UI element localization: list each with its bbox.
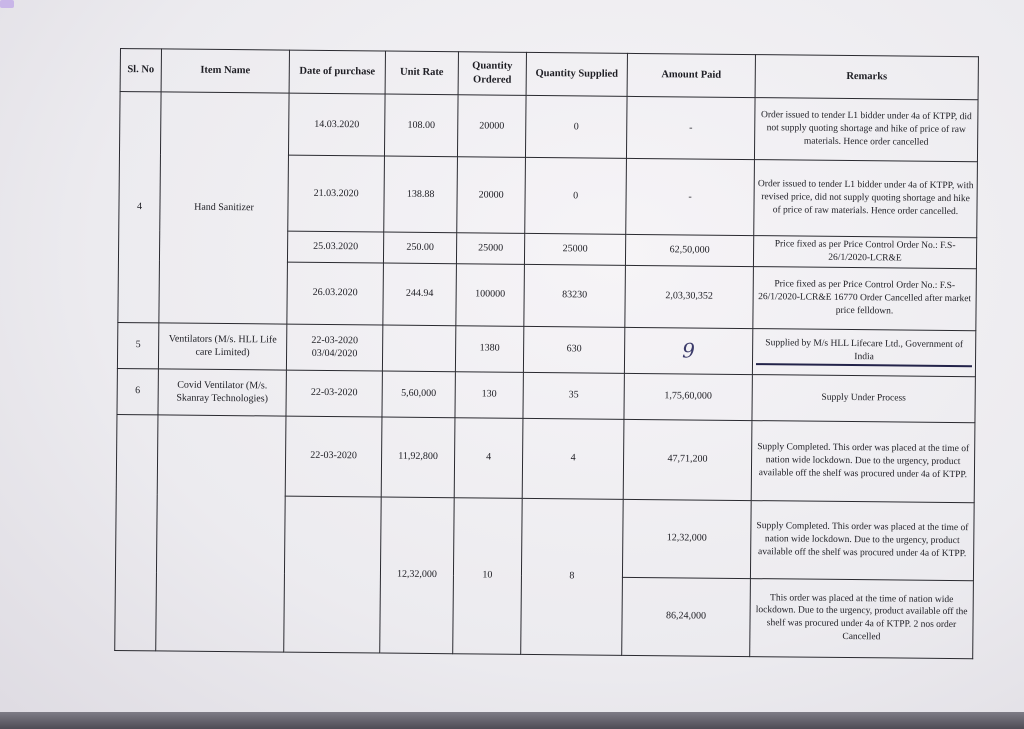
amount-cell <box>624 327 752 374</box>
date-cell: 14.03.2020 <box>288 93 385 156</box>
table-row <box>116 414 975 502</box>
header-qty-supplied: Quantity Supplied <box>526 52 627 96</box>
sl-no-cell: 6 <box>117 368 158 414</box>
amount-cell: 1,75,60,000 <box>624 373 752 420</box>
remarks-cell <box>752 328 975 376</box>
sl-no-cell: 4 <box>118 92 161 323</box>
rate-cell: 5,60,000 <box>382 371 455 418</box>
supplied-cell: 0 <box>525 157 627 234</box>
supplied-cell: 8 <box>521 498 623 655</box>
header-qty-ordered: Quantity Ordered <box>458 52 526 96</box>
table-row <box>119 92 978 162</box>
date-cell: 22-03-2020 03/04/2020 <box>286 324 382 371</box>
remarks-cell: This order was placed at the time of nation wide lockdown. Due to the urgency, product available off the shelf was procured under 4a of KTPP. 2 nos order Cancelled <box>750 578 974 658</box>
supplied-cell: 4 <box>522 418 624 499</box>
supplied-cell: 630 <box>523 326 624 373</box>
rate-cell: 250.00 <box>383 232 456 263</box>
procurement-table <box>114 48 979 659</box>
handwritten-mark: 9 <box>682 338 696 363</box>
remarks-cell: Price fixed as per Price Control Order No.: F.S-26/1/2020-LCR&E 16770 Order Cancelled after market price felldown. <box>753 266 977 330</box>
ordered-cell: 1380 <box>455 325 523 372</box>
amount-cell: 47,71,200 <box>623 419 752 500</box>
ordered-cell: 10 <box>453 497 522 654</box>
rate-cell: 11,92,800 <box>381 417 455 498</box>
header-item-name: Item Name <box>161 49 289 93</box>
item-name-cell <box>156 415 286 652</box>
header-amount-paid: Amount Paid <box>627 53 755 97</box>
desk-edge <box>0 712 1024 729</box>
rate-cell: 108.00 <box>384 94 458 157</box>
rate-cell: 138.88 <box>384 156 458 233</box>
rate-cell: 12,32,000 <box>380 497 454 654</box>
remarks-cell: Supply Completed. This order was placed at the time of nation wide lockdown. Due to the urgency, product available off the shelf was procured under 4a of KTPP. <box>751 420 975 502</box>
remarks-cell: Order issued to tender L1 bidder under 4a of KTPP, with revised price, did not supply quoting shortage and hike of price of raw materials. Hence order cancelled. <box>754 160 978 238</box>
item-name-cell: Covid Ventilator (M/s. Skanray Technologies) <box>158 369 286 416</box>
ordered-cell: 100000 <box>456 263 525 326</box>
date-cell: 26.03.2020 <box>287 262 384 325</box>
date-cell: 22-03-2020 <box>286 370 382 417</box>
ordered-cell: 20000 <box>457 157 526 234</box>
remarks-cell: Price fixed as per Price Control Order No.: F.S-26/1/2020-LCR&E <box>753 236 976 269</box>
ordered-cell: 20000 <box>457 95 526 158</box>
amount-cell: 12,32,000 <box>622 499 751 578</box>
amount-cell: 62,50,000 <box>625 234 753 266</box>
ordered-cell: 25000 <box>456 233 524 264</box>
header-unit-rate: Unit Rate <box>385 51 458 95</box>
item-name-cell: Ventilators (M/s. HLL Life care Limited) <box>158 323 286 370</box>
table-row <box>117 322 975 376</box>
amount-cell: 2,03,30,352 <box>625 265 754 328</box>
sl-no-cell: 5 <box>117 322 158 368</box>
remarks-text: Supplied by M/s HLL Lifecare Ltd., Government of India <box>756 337 972 368</box>
pen-mark <box>0 0 14 8</box>
amount-cell: 86,24,000 <box>622 577 751 656</box>
date-cell: 25.03.2020 <box>287 231 383 263</box>
date-cell: 21.03.2020 <box>288 155 385 232</box>
rate-cell: 244.94 <box>383 263 457 326</box>
table-row <box>117 368 975 422</box>
supplied-cell: 0 <box>525 95 627 158</box>
sl-no-cell <box>115 414 158 650</box>
remarks-cell: Supply Completed. This order was placed at the time of nation wide lockdown. Due to the urgency, product available off the shelf was procured under 4a of KTPP. <box>750 500 974 580</box>
remarks-cell: Order issued to tender L1 bidder under 4a of KTPP, did not supply quoting shortage and hike of price of raw materials. Hence order cancelled <box>754 98 978 162</box>
item-name-cell: Hand Sanitizer <box>159 92 289 324</box>
date-cell <box>284 496 381 653</box>
date-cell: 22-03-2020 <box>285 416 382 497</box>
supplied-cell: 83230 <box>524 264 626 327</box>
supplied-cell: 35 <box>523 372 624 419</box>
amount-cell: - <box>626 158 755 235</box>
header-date: Date of purchase <box>289 50 385 94</box>
remarks-cell: Supply Under Process <box>752 374 975 422</box>
supplied-cell: 25000 <box>524 233 625 265</box>
header-sl-no: Sl. No <box>120 49 161 92</box>
rate-cell <box>382 325 455 372</box>
header-remarks: Remarks <box>755 55 978 100</box>
amount-cell: - <box>626 96 755 159</box>
ordered-cell: 4 <box>454 417 523 498</box>
ordered-cell: 130 <box>455 371 523 418</box>
